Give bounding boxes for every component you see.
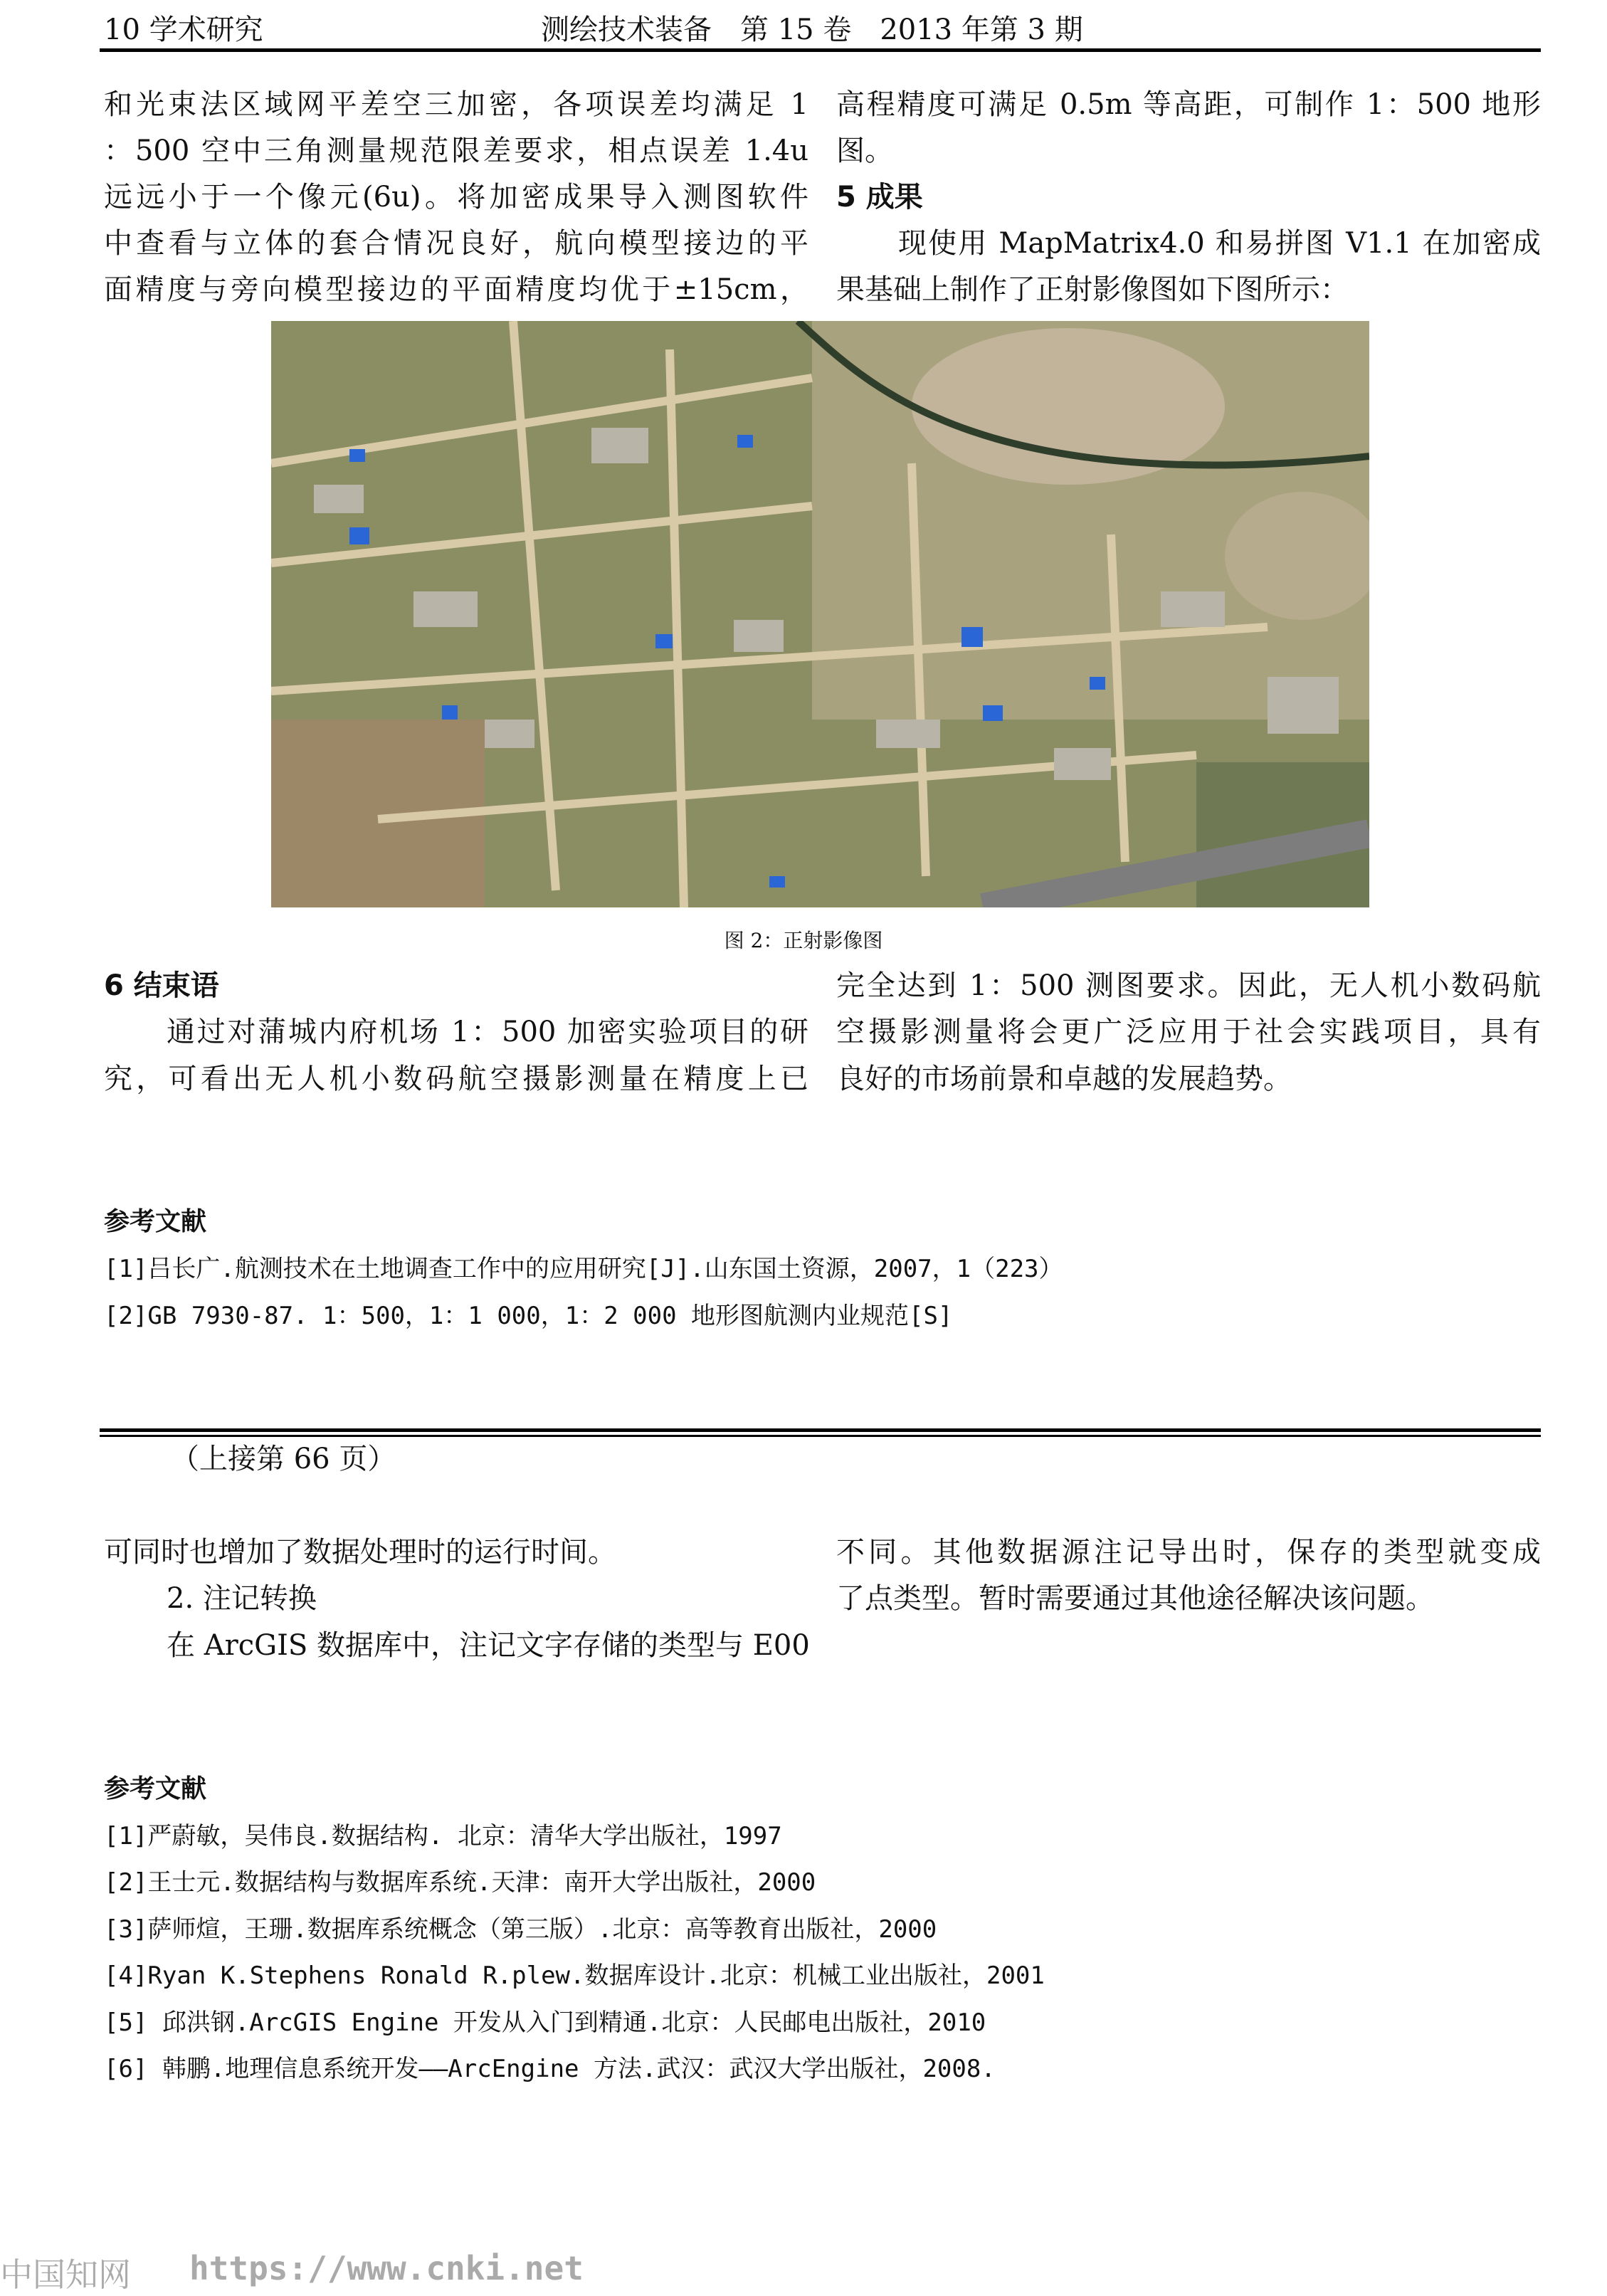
reference-item: [1]吕长广.航测技术在土地调查工作中的应用研究[J].山东国土资源，2007，1（223） bbox=[104, 1255, 1063, 1283]
body-line: 通过对蒲城内府机场 1：500 加密实验项目的研 bbox=[167, 1016, 808, 1048]
reference-item: [2]王士元.数据结构与数据库系统.天津：南开大学出版社，2000 bbox=[104, 1868, 816, 1897]
subheading-annotation-conversion: 2. 注记转换 bbox=[167, 1582, 317, 1615]
body-line: 现使用 MapMatrix4.0 和易拼图 V1.1 在加密成 bbox=[898, 227, 1541, 260]
body-line: 完全达到 1：500 测图要求。因此，无人机小数码航 bbox=[836, 969, 1541, 1002]
body-line: 究，可看出无人机小数码航空摄影测量在精度上已 bbox=[104, 1063, 808, 1095]
cnki-watermark-url: https://www.cnki.net bbox=[189, 2249, 584, 2287]
separator-rule bbox=[100, 1428, 1541, 1432]
reference-item: [6] 韩鹏.地理信息系统开发——ArcEngine 方法.武汉：武汉大学出版社，2008. bbox=[104, 2055, 996, 2083]
body-line: 良好的市场前景和卓越的发展趋势。 bbox=[836, 1063, 1292, 1095]
reference-item: [4]Ryan K.Stephens Ronald R.plew.数据库设计.北京：机械工业出版社，2001 bbox=[104, 1961, 1045, 1990]
continued-note: （上接第 66 页） bbox=[171, 1443, 396, 1475]
reference-item: [1]严蔚敏，吴伟良.数据结构. 北京：清华大学出版社，1997 bbox=[104, 1822, 782, 1850]
body-line: 空摄影测量将会更广泛应用于社会实践项目，具有 bbox=[836, 1016, 1541, 1048]
body-line: 中查看与立体的套合情况良好，航向模型接边的平 bbox=[104, 227, 808, 260]
running-header-left: 10 学术研究 bbox=[104, 14, 263, 46]
body-line: 不同。其他数据源注记导出时，保存的类型就变成 bbox=[836, 1536, 1541, 1569]
separator-rule bbox=[100, 1435, 1541, 1437]
body-line: 果基础上制作了正射影像图如下图所示： bbox=[836, 273, 1349, 306]
body-line: 远远小于一个像元(6u)。将加密成果导入测图软件 bbox=[104, 181, 808, 214]
section-heading-results: 5 成果 bbox=[836, 181, 923, 214]
body-line: 图。 bbox=[836, 135, 893, 167]
reference-item: [3]萨师煊，王珊.数据库系统概念（第三版）.北京：高等教育出版社，2000 bbox=[104, 1915, 937, 1944]
references-heading: 参考文献 bbox=[104, 1774, 207, 1803]
running-header-journal: 测绘技术装备 第 15 卷 2013 年第 3 期 bbox=[541, 14, 1083, 46]
body-line: ：500 空中三角测量规范限差要求，相点误差 1.4u bbox=[104, 135, 808, 167]
body-line: 面精度与旁向模型接边的平面精度均优于±15cm， bbox=[104, 273, 808, 306]
body-line: 在 ArcGIS 数据库中，注记文字存储的类型与 E00 bbox=[167, 1629, 810, 1662]
body-line: 了点类型。暂时需要通过其他途径解决该问题。 bbox=[836, 1582, 1434, 1615]
body-line: 和光束法区域网平差空三加密，各项误差均满足 1 bbox=[104, 88, 808, 121]
header-rule bbox=[100, 48, 1541, 52]
references-heading: 参考文献 bbox=[104, 1207, 207, 1236]
orthophoto-image bbox=[271, 321, 1369, 907]
section-heading-conclusion: 6 结束语 bbox=[104, 969, 219, 1002]
reference-item: [5] 邱洪钢.ArcGIS Engine 开发从入门到精通.北京：人民邮电出版社，2010 bbox=[104, 2008, 986, 2037]
cnki-watermark-logo: 中国知网 bbox=[0, 2255, 131, 2294]
reference-item: [2]GB 7930-87. 1：500，1：1 000，1：2 000 地形图航测内业规范[S] bbox=[104, 1302, 953, 1330]
body-line: 可同时也增加了数据处理时的运行时间。 bbox=[104, 1536, 616, 1569]
body-line: 高程精度可满足 0.5m 等高距，可制作 1：500 地形 bbox=[836, 88, 1541, 121]
figure-caption: 图 2：正射影像图 bbox=[724, 929, 883, 952]
